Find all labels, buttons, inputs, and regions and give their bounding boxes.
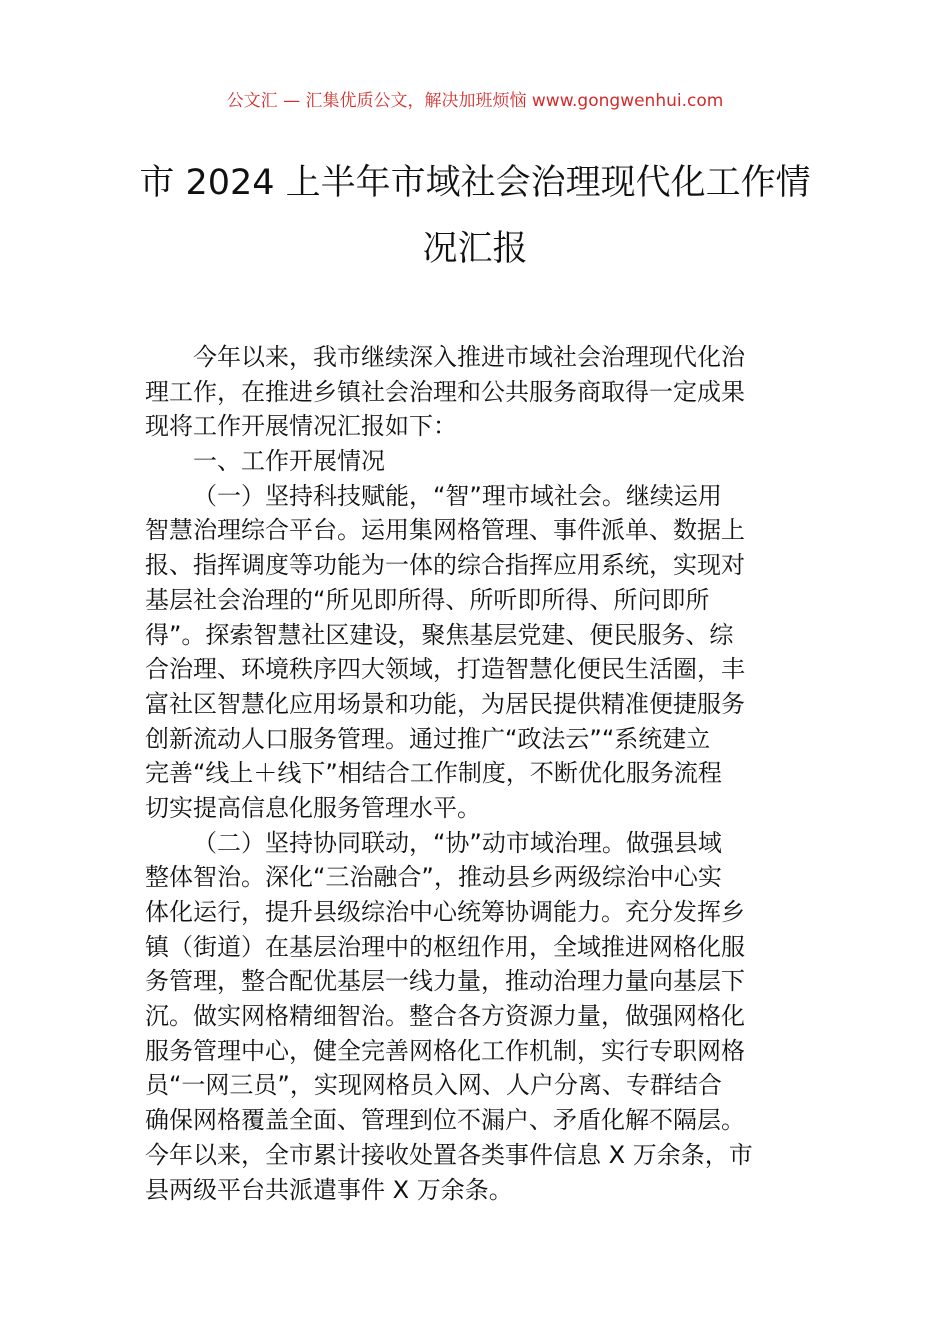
title-line-2: 况汇报	[422, 229, 528, 269]
body-line: 今年以来，全市累计接收处置各类事件信息 X 万余条，市	[145, 1140, 753, 1169]
body-line: 体化运行，提升县级综治中心统筹协调能力。充分发挥乡	[145, 898, 745, 926]
body-line: （二）坚持协同联动，“协”动市域治理。做强县域	[193, 828, 722, 857]
body-line: 服务管理中心，健全完善网格化工作机制，实行专职网格	[145, 1036, 745, 1065]
body-line: 创新流动人口服务管理。通过推广“政法云”“系统建立	[145, 724, 711, 753]
body-line: （一）坚持科技赋能，“智”理市域社会。继续运用	[193, 481, 722, 510]
body-line: 切实提高信息化服务管理水平。	[145, 793, 481, 822]
title-line-1: 市 2024 上半年市域社会治理现代化工作情	[139, 163, 811, 203]
document-title	[120, 150, 830, 282]
body-line: 合治理、环境秩序四大领域，打造智慧化便民生活圈，丰	[145, 655, 745, 684]
body-line: 确保网格覆盖全面、管理到位不漏户、矛盾化解不隔层。	[145, 1106, 745, 1135]
document-body	[145, 340, 807, 1207]
section-heading: 一、工作开展情况	[193, 447, 385, 476]
body-line: 理工作，在推进乡镇社会治理和公共服务商取得一定成果	[145, 377, 745, 406]
body-line: 现将工作开展情况汇报如下：	[145, 412, 457, 441]
body-line: 今年以来，我市继续深入推进市域社会治理现代化治	[193, 343, 745, 371]
body-line: 员“一网三员”，实现网格员入网、人户分离、专群结合	[145, 1071, 722, 1100]
body-line: 智慧治理综合平台。运用集网格管理、事件派单、数据上	[145, 516, 745, 545]
body-line: 务管理，整合配优基层一线力量，推动治理力量向基层下	[145, 967, 745, 996]
body-line: 沉。做实网格精细智治。整合各方资源力量，做强网格化	[145, 1002, 745, 1031]
body-line: 镇（街道）在基层治理中的枢纽作用，全域推进网格化服	[145, 932, 745, 961]
body-line: 富社区智慧化应用场景和功能，为居民提供精准便捷服务	[145, 689, 745, 718]
site-header-banner: 公文汇 — 汇集优质公文，解决加班烦恼 www.gongwenhui.com	[226, 91, 724, 111]
body-line: 得”。探索智慧社区建设，聚焦基层党建、便民服务、综	[145, 620, 734, 649]
body-line: 报、指挥调度等功能为一体的综合指挥应用系统，实现对	[145, 551, 745, 580]
body-line: 整体智治。深化“三治融合”，推动县乡两级综治中心实	[145, 863, 722, 892]
body-line: 县两级平台共派遣事件 X 万余条。	[145, 1175, 513, 1204]
body-line: 完善“线上＋线下”相结合工作制度，不断优化服务流程	[145, 759, 722, 788]
body-line: 基层社会治理的“所见即所得、所听即所得、所问即所	[145, 585, 710, 614]
